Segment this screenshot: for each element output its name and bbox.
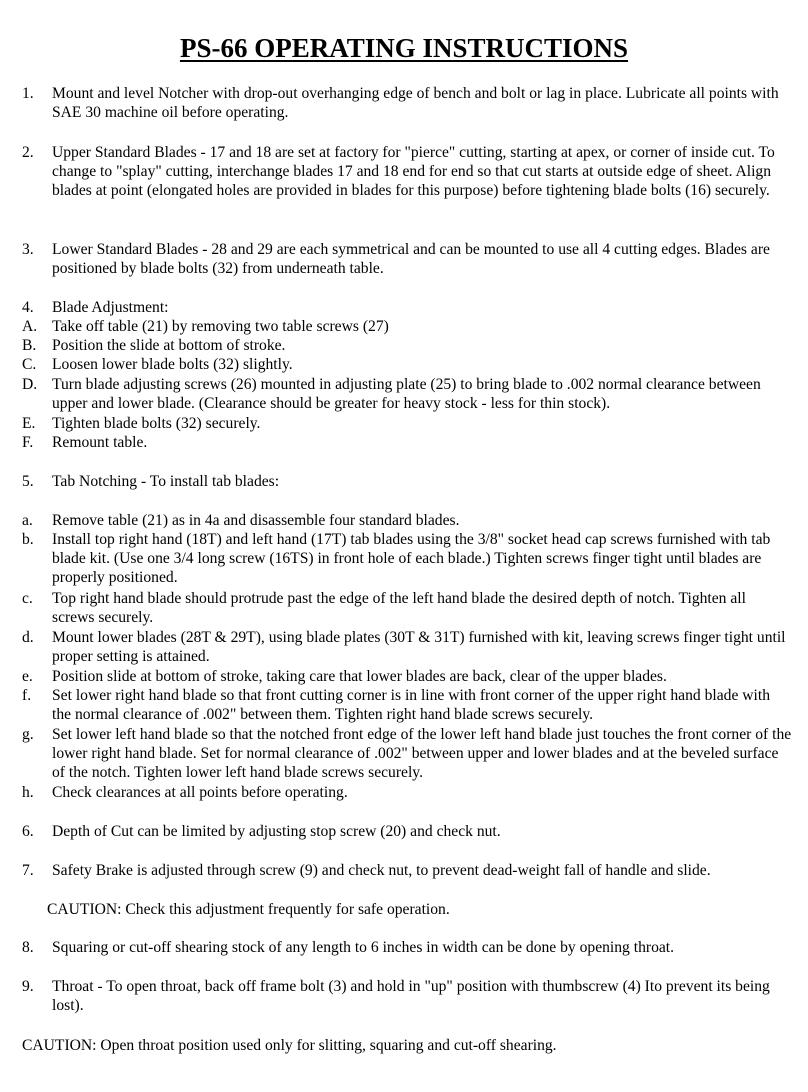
item-text: Lower Standard Blades - 28 and 29 are each symmetrical and can be mounted to use all 4 cutting edges. Blades are positioned by blade bolts (32) from underneath table. xyxy=(52,241,770,278)
item-text: Blade Adjustment: xyxy=(52,299,169,316)
instruction-subitem-5e xyxy=(22,667,792,686)
item-number: 1. xyxy=(22,85,34,102)
item-number: 7. xyxy=(22,862,34,879)
instruction-item-9 xyxy=(22,977,792,1015)
item-number: E. xyxy=(22,415,36,432)
item-text: Depth of Cut can be limited by adjusting stop screw (20) and check nut. xyxy=(52,823,501,840)
item-text: Tab Notching - To install tab blades: xyxy=(52,473,280,490)
item-text: Install top right hand (18T) and left hand (17T) tab blades using the 3/8" socket head cap screws furnished with tab blade kit. (Use one 3/4 long screw (16TS) in front hole of each blade.) Tighten screws finger tight until blades are properly positioned. xyxy=(52,531,771,587)
item-number: e. xyxy=(22,668,33,685)
item-text: Tighten blade bolts (32) securely. xyxy=(52,415,261,432)
instruction-item-6 xyxy=(22,822,792,841)
item-number: B. xyxy=(22,337,37,354)
instruction-subitem-4e xyxy=(22,414,792,433)
item-text: Take off table (21) by removing two table screws (27) xyxy=(52,318,389,335)
instruction-subitem-4f xyxy=(22,433,792,452)
item-number: d. xyxy=(22,629,34,646)
item-text: Safety Brake is adjusted through screw (9) and check nut, to prevent dead-weight fall of handle and slide. xyxy=(52,862,711,879)
item-text: Position slide at bottom of stroke, taking care that lower blades are back, clear of the upper blades. xyxy=(52,668,667,685)
instruction-item-4 xyxy=(22,298,792,317)
item-number: h. xyxy=(22,784,34,801)
instruction-subitem-4d xyxy=(22,375,792,413)
item-number: A. xyxy=(22,318,38,335)
item-text: Check clearances at all points before operating. xyxy=(52,784,348,801)
instruction-subitem-4c xyxy=(22,355,792,374)
instruction-subitem-5a xyxy=(22,511,792,530)
item-number: 3. xyxy=(22,241,34,258)
item-text: Set lower right hand blade so that front cutting corner is in line with front corner of the upper right hand blade with the normal clearance of .002" between them. Tighten right hand blade screws securely. xyxy=(52,687,770,724)
item-number: 2. xyxy=(22,144,34,161)
item-text: Turn blade adjusting screws (26) mounted in adjusting plate (25) to bring blade to .002 normal clearance between upper and lower blade. (Clearance should be greater for heavy stock - less for thin stock). xyxy=(52,376,761,413)
item-text: Throat - To open throat, back off frame bolt (3) and hold in "up" position with thumbscrew (4) Ito prevent its being lost). xyxy=(52,978,770,1015)
item-number: 6. xyxy=(22,823,34,840)
item-number: F. xyxy=(22,434,34,451)
item-number: b. xyxy=(22,531,34,548)
instruction-subitem-5f xyxy=(22,686,792,724)
item-text: Mount and level Notcher with drop-out overhanging edge of bench and bolt or lag in place. Lubricate all points with SAE 30 machine oil before operating. xyxy=(52,85,779,122)
item-text: Top right hand blade should protrude past the edge of the left hand blade the desired depth of notch. Tighten all screws securely. xyxy=(52,590,746,627)
item-text: Squaring or cut-off shearing stock of any length to 6 inches in width can be done by opening throat. xyxy=(52,939,675,956)
item-number: f. xyxy=(22,687,32,704)
item-number: C. xyxy=(22,356,37,373)
item-text: Loosen lower blade bolts (32) slightly. xyxy=(52,356,293,373)
item-number: D. xyxy=(22,376,38,393)
instruction-item-5 xyxy=(22,472,792,491)
item-text: Remount table. xyxy=(52,434,148,451)
instruction-subitem-5c xyxy=(22,589,792,627)
item-number: a. xyxy=(22,512,33,529)
caution-adjustment: CAUTION: Check this adjustment frequently for safe operation. xyxy=(47,901,450,918)
item-number: 5. xyxy=(22,473,34,490)
item-text: Remove table (21) as in 4a and disassemble four standard blades. xyxy=(52,512,460,529)
instruction-item-3 xyxy=(22,240,792,278)
item-text: Mount lower blades (28T & 29T), using blade plates (30T & 31T) furnished with kit, leaving screws finger tight until proper setting is attained. xyxy=(52,629,786,666)
instruction-item-2 xyxy=(22,143,792,201)
instruction-item-7 xyxy=(22,861,792,880)
instruction-subitem-5g xyxy=(22,725,792,783)
item-number: 4. xyxy=(22,299,34,316)
instruction-subitem-5b xyxy=(22,530,792,588)
item-number: 8. xyxy=(22,939,34,956)
instruction-item-1 xyxy=(22,84,792,122)
item-text: Upper Standard Blades - 17 and 18 are set at factory for "pierce" cutting, starting at apex, or corner of inside cut. To change to "splay" cutting, interchange blades 17 and 18 end for end so that cut starts at outside edge of sheet. Align blades at point (elongated holes are provided in blades for this purpose) before tightening blade bolts (16) securely. xyxy=(52,144,775,200)
instruction-subitem-5d xyxy=(22,628,792,666)
instruction-subitem-4a xyxy=(22,317,792,336)
instruction-subitem-4b xyxy=(22,336,792,355)
item-number: 9. xyxy=(22,978,34,995)
instruction-subitem-5h xyxy=(22,783,792,802)
instruction-item-8 xyxy=(22,938,792,957)
item-text: Position the slide at bottom of stroke. xyxy=(52,337,286,354)
item-text: Set lower left hand blade so that the notched front edge of the lower left hand blade just touches the front corner of the lower right hand blade. Set for normal clearance of .002" between upper and lower blades and at the beveled surface of the notch. Tighten lower left hand blade screws securely. xyxy=(52,726,792,782)
item-number: c. xyxy=(22,590,33,607)
page-title: PS-66 OPERATING INSTRUCTIONS xyxy=(179,33,629,63)
caution-throat: CAUTION: Open throat position used only for slitting, squaring and cut-off shearing. xyxy=(22,1037,557,1054)
item-number: g. xyxy=(22,726,34,743)
